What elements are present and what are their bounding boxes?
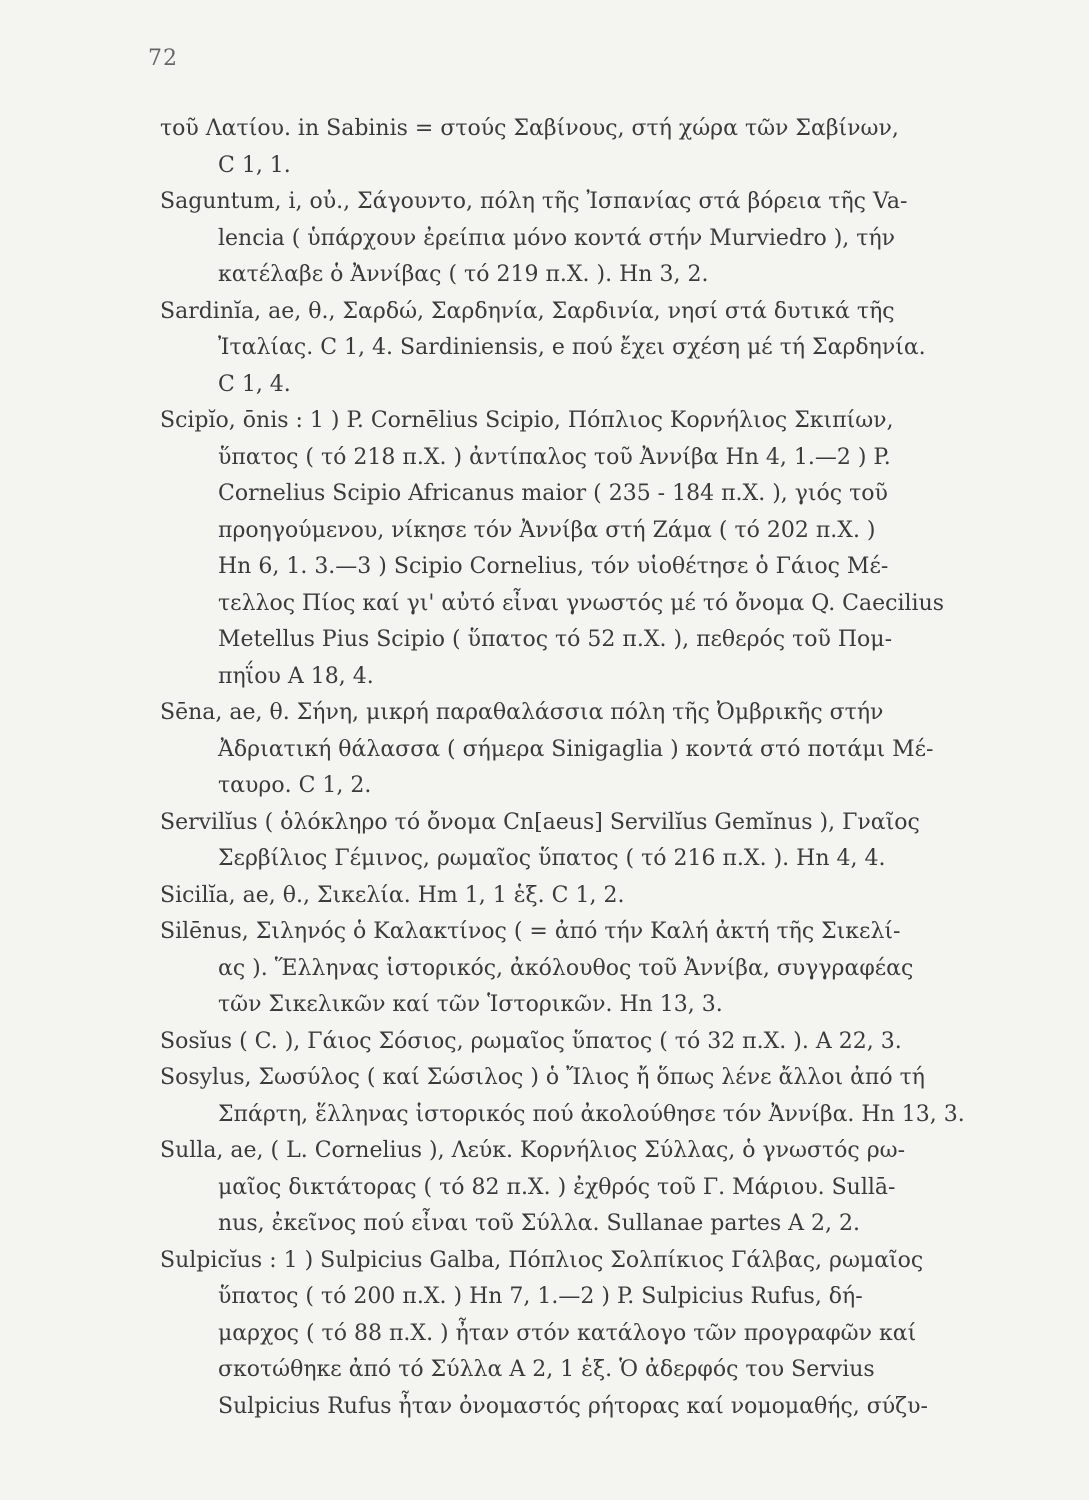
text-line: τοῦ Λατίου. in Sabinis = στούς Σαβίνους, στή χώρα τῶν Σαβίνων,	[160, 116, 899, 141]
text-line: Sēna, ae, θ. Σήνη, μικρή παραθαλάσσια πόλη τῆς Ὀμβρικῆς στήν	[160, 700, 884, 725]
text-line: μαῖος δικτάτορας ( τό 82 π.Χ. ) ἐχθρός τοῦ Γ. Μάριου. Sullā-	[218, 1174, 896, 1200]
text-line: Σπάρτη, ἕλληνας ἱστορικός πού ἀκολούθησε τόν Ἀννίβα. Hn 13, 3.	[218, 1101, 965, 1127]
text-line: Sosĭus ( C. ), Γάιος Σόσιος, ρωμαῖος ὕπατος ( τό 32 π.Χ. ). A 22, 3.	[160, 1028, 902, 1054]
text-line: Servilĭus ( ὁλόκληρο τό ὄνομα Cn[aeus] Servilĭus Gemĭnus ), Γναῖος	[160, 809, 920, 835]
text-line: Sulla, ae, ( L. Cornelius ), Λεύκ. Κορνήλιος Σύλλας, ὁ γνωστός ρω-	[160, 1138, 906, 1163]
text-line: Scipĭo, ōnis : 1 ) P. Cornēlius Scipio, Πόπλιος Κορνήλιος Σκιπίων,	[160, 408, 894, 433]
text-line: Silēnus, Σιληνός ὁ Καλακτίνος ( = ἀπό τήν Καλή ἀκτή τῆς Σικελί-	[160, 919, 901, 944]
text-line: C 1, 1.	[218, 152, 291, 178]
text-line: μαρχος ( τό 88 π.Χ. ) ἦταν στόν κατάλογο τῶν προγραφῶν καί	[218, 1320, 917, 1346]
text-line: Sardinĭa, ae, θ., Σαρδώ, Σαρδηνία, Σαρδινία, νησί στά δυτικά τῆς	[160, 298, 895, 324]
text-line: ας ). Ἕλληνας ἱστορικός, ἀκόλουθος τοῦ Ἀννίβα, συγγραφέας	[218, 955, 914, 981]
text-line: πηΐου A 18, 4.	[218, 663, 374, 689]
text-line: lencia ( ὑπάρχουν ἐρείπια μόνο κοντά στήν Murviedro ), τήν	[218, 225, 896, 251]
text-line: κατέλαβε ὁ Ἀννίβας ( τό 219 π.Χ. ). Hn 3, 2.	[218, 262, 709, 287]
text-line: Sulpicius Rufus ἦταν ὀνομαστός ρήτορας καί νομομαθής, σύζυ-	[218, 1393, 928, 1419]
text-line: τῶν Σικελικῶν καί τῶν Ἱστορικῶν. Hn 13, 3.	[218, 992, 723, 1017]
text-line: nus, ἐκεῖνος πού εἶναι τοῦ Σύλλα. Sullanae partes A 2, 2.	[218, 1211, 860, 1236]
text-line: σκοτώθηκε ἀπό τό Σύλλα A 2, 1 ἑξ. Ὁ ἀδερφός του Servius	[218, 1357, 875, 1382]
text-line: Cornelius Scipio Africanus maior ( 235 - 184 π.Χ. ), γιός τοῦ	[218, 481, 888, 506]
page-number: 72	[148, 46, 178, 71]
text-line: ὕπατος ( τό 218 π.Χ. ) ἀντίπαλος τοῦ Ἀννίβα Hn 4, 1.—2 ) P.	[218, 444, 891, 470]
text-line: Sosylus, Σωσύλος ( καί Σώσιλος ) ὁ Ἴλιος ἤ ὅπως λένε ἄλλοι ἀπό τή	[160, 1065, 925, 1090]
text-line: ὕπατος ( τό 200 π.Χ. ) Hn 7, 1.—2 ) P. Sulpicius Rufus, δή-	[218, 1284, 863, 1309]
text-line: ταυρο. C 1, 2.	[218, 773, 372, 798]
text-line: Ἰταλίας. C 1, 4. Sardiniensis, e πού ἔχει σχέση μέ τή Σαρδηνία.	[218, 335, 926, 360]
text-line: τελλος Πίος καί γι' αὐτό εἶναι γνωστός μέ τό ὄνομα Q. Caecilius	[218, 590, 945, 616]
text-line: Hn 6, 1. 3.—3 ) Scipio Cornelius, τόν υἱοθέτησε ὁ Γάιος Μέ-	[218, 554, 889, 579]
text-line: C 1, 4.	[218, 371, 291, 397]
text-line: προηγούμενου, νίκησε τόν Ἀννίβα στή Ζάμα ( τό 202 π.Χ. )	[218, 517, 876, 543]
text-line: Metellus Pius Scipio ( ὕπατος τό 52 π.Χ. ), πεθερός τοῦ Πομ-	[218, 627, 893, 652]
text-line: Saguntum, i, οὐ., Σάγουντο, πόλη τῆς Ἰσπανίας στά βόρεια τῆς Va-	[160, 189, 908, 214]
text-line: Sicilĭa, ae, θ., Σικελία. Hm 1, 1 ἑξ. C 1, 2.	[160, 882, 625, 908]
text-line: Sulpicĭus : 1 ) Sulpicius Galba, Πόπλιος Σολπίκιος Γάλβας, ρωμαῖος	[160, 1247, 924, 1273]
text-line: Σερβίλιος Γέμινος, ρωμαῖος ὕπατος ( τό 216 π.Χ. ). Hn 4, 4.	[218, 846, 886, 871]
text-line: Ἀδριατική θάλασσα ( σήμερα Sinigaglia ) κοντά στό ποτάμι Μέ-	[218, 736, 934, 762]
